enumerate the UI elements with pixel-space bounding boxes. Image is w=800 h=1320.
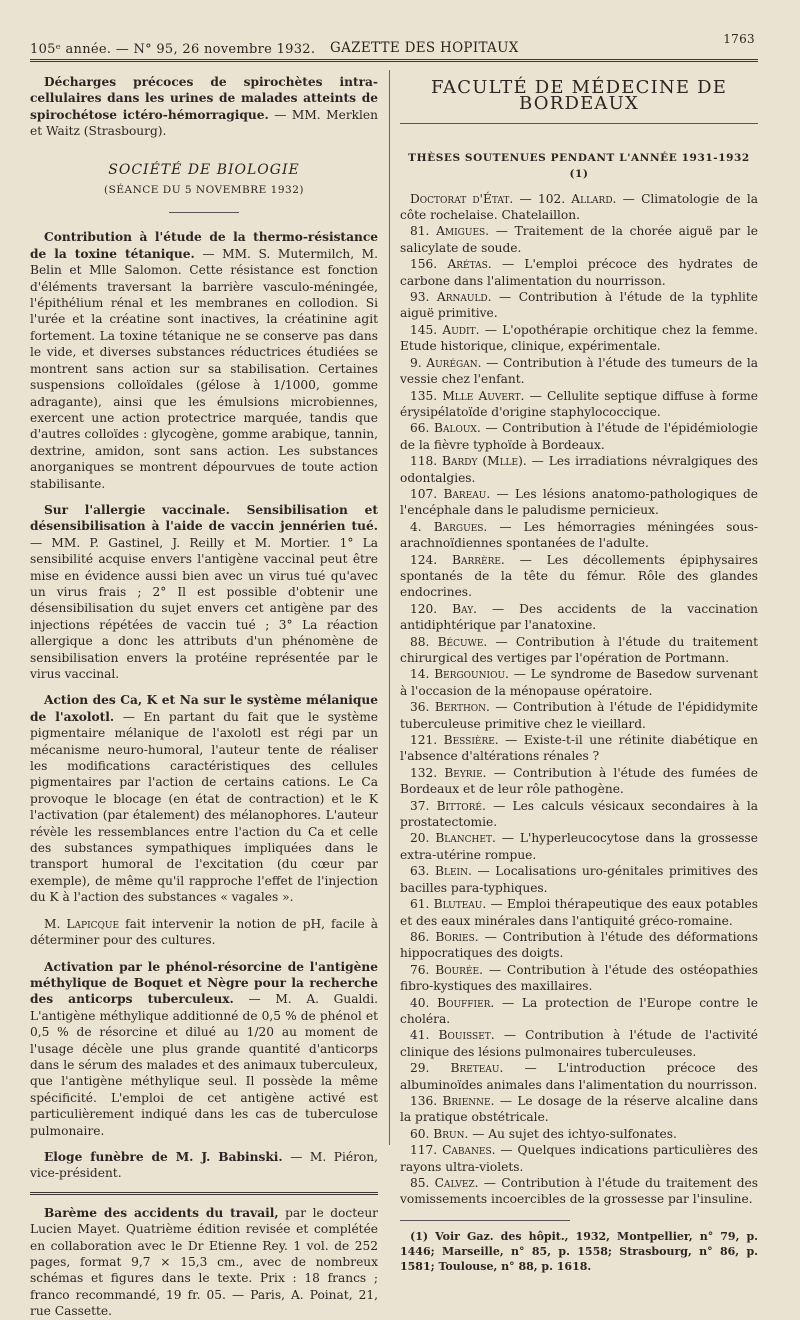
left-column bbox=[30, 74, 378, 1320]
thesis-entry bbox=[400, 223, 758, 256]
thesis-author: — 102. Allard. bbox=[519, 191, 617, 206]
thesis-number: 85. bbox=[410, 1176, 430, 1190]
thesis-number: 81. bbox=[410, 224, 430, 239]
thesis-title: — Contribution à l'étude des ostéopathies fibro-kystiques des maxillaires. bbox=[400, 962, 759, 994]
thesis-number: 37. bbox=[410, 798, 430, 813]
article-title: Sur l'allergie vaccinale. Sensibilisation et désensibilisation à l'aide de vaccin jennérien tué. bbox=[30, 502, 378, 534]
article-title: Contribution à l'étude de la thermo-résistance de la toxine tétanique. bbox=[30, 230, 378, 261]
thesis-entry bbox=[400, 896, 758, 929]
thesis-author: Blein. bbox=[435, 864, 472, 879]
thesis-entry bbox=[400, 732, 758, 765]
thesis-number: 40. bbox=[410, 995, 430, 1010]
thesis-entry bbox=[400, 191, 758, 224]
article-body: fait intervenir la notion de pH, facile à déterminer pour des cultures. bbox=[30, 916, 378, 948]
article-5 bbox=[30, 959, 378, 1139]
column-divider bbox=[389, 70, 390, 1145]
thesis-entry bbox=[400, 388, 758, 421]
thesis-number: 14. bbox=[410, 667, 430, 682]
thesis-number: 135. bbox=[410, 388, 438, 403]
article-1 bbox=[30, 229, 378, 492]
thesis-number: 118. bbox=[410, 454, 438, 469]
thesis-number: 93. bbox=[410, 290, 430, 305]
thesis-author: Beyrie. bbox=[444, 765, 487, 780]
thesis-number: 107. bbox=[410, 486, 438, 501]
thesis-entry bbox=[400, 863, 758, 896]
thesis-number: Doctorat d'État. bbox=[410, 191, 514, 206]
thesis-number: 4. bbox=[410, 519, 422, 534]
thesis-entry bbox=[400, 453, 758, 486]
thesis-number: 86. bbox=[410, 929, 430, 944]
thesis-author: Bécuwe. bbox=[437, 634, 488, 649]
thesis-title: — Climatologie de la côte rochelaise. Chatelaillon. bbox=[400, 191, 759, 223]
thesis-number: 156. bbox=[410, 257, 438, 272]
intro-article bbox=[30, 74, 378, 140]
thesis-author: Calvez. bbox=[434, 1176, 479, 1190]
article-authors: — MM. S. Mutermilch, M. Belin et Mlle Salomon. bbox=[30, 246, 379, 278]
thesis-title: — Des accidents de la vaccination antidiphtérique par l'anatoxine. bbox=[400, 601, 759, 633]
article-authors: M. Lapicque bbox=[44, 916, 120, 931]
thesis-title: — Contribution à l'étude de l'activité clinique des lésions pulmonaires tuberculeuses. bbox=[400, 1028, 759, 1059]
thesis-number: 120. bbox=[410, 601, 438, 616]
thesis-title: — Contribution à l'étude de l'épididymite tuberculeuse primitive chez le vieillard. bbox=[400, 700, 758, 731]
thesis-author: Audit. bbox=[442, 322, 480, 337]
thesis-number: 124. bbox=[410, 552, 438, 567]
thesis-author: Bourée. bbox=[435, 962, 483, 977]
article-title: Activation par le phénol-résorcine de l'antigène méthylique de Boquet et Nègre pour la recherche des anticorps tuberculeux. bbox=[30, 959, 378, 1007]
thesis-title: — La protection de l'Europe contre le choléra. bbox=[400, 995, 758, 1026]
thesis-number: 121. bbox=[410, 733, 438, 748]
thesis-author: Baloux. bbox=[434, 421, 481, 436]
thesis-title: — Les irradiations névralgiques des odontalgies. bbox=[400, 454, 758, 485]
thesis-number: 9. bbox=[410, 355, 422, 370]
thesis-title: — Les décollements épiphysaires spontanés de la tête du fémur. Rôle des glandes endocrines. bbox=[400, 552, 759, 600]
thesis-title: — Le syndrome de Basedow survenant à l'occasion de la ménopause opératoire. bbox=[400, 667, 759, 698]
thesis-number: 145. bbox=[410, 322, 438, 337]
thesis-title: — L'hyperleucocytose dans la grossesse extra-utérine rompue. bbox=[400, 831, 758, 862]
thesis-entry bbox=[400, 289, 758, 322]
thesis-number: 117. bbox=[410, 1143, 438, 1158]
intro-title: Décharges précoces de spirochètes intra-cellulaires dans les urines de malades atteints de spirochétose ictéro-hémorragique. bbox=[30, 75, 378, 122]
thesis-author: Barrère. bbox=[451, 552, 505, 567]
thesis-number: 36. bbox=[410, 700, 430, 715]
thesis-number: 61. bbox=[410, 897, 430, 912]
thesis-entry bbox=[400, 666, 758, 699]
journal-title: GAZETTE DES HOPITAUX bbox=[330, 40, 519, 56]
thesis-author: Bouffier. bbox=[437, 995, 495, 1010]
thesis-entry bbox=[400, 1126, 758, 1142]
society-title: SOCIÉTÉ DE BIOLOGIE bbox=[108, 161, 300, 178]
thesis-title: — Contribution à l'étude des fumées de Bordeaux et de leur rôle pathogène. bbox=[400, 765, 759, 797]
thesis-title: — Emploi thérapeutique des eaux potables et des eaux minérales dans l'antiquité gréco-romaine. bbox=[400, 897, 758, 928]
thesis-author: Bareau. bbox=[443, 486, 491, 501]
theses-list bbox=[400, 191, 758, 1208]
thesis-entry bbox=[400, 929, 758, 962]
article-3 bbox=[30, 692, 378, 905]
thesis-title: — Contribution à l'étude de la typhlite aiguë primitive. bbox=[400, 290, 759, 321]
thesis-title: — Quelques indications particulières des rayons ultra-violets. bbox=[400, 1143, 759, 1174]
thesis-number: 88. bbox=[410, 634, 430, 649]
thesis-author: Amigues. bbox=[436, 224, 490, 239]
thesis-number: 20. bbox=[410, 831, 430, 846]
thesis-title: — Le dosage de la réserve alcaline dans la pratique obstétricale. bbox=[400, 1093, 759, 1125]
thesis-title: — Existe-t-il une rétinite diabétique en l'absence d'altérations rénales ? bbox=[400, 733, 759, 764]
book-body: par le docteur Lucien Mayet. Quatrième édition revisée et complétée en collaboration avec le Dr Etienne Rey. 1 vol. de 252 pages, format 9,7 × 15,3 cm., avec de nombreux schémas et figures dans le texte. Prix : 18 francs ; franco recommandé, 19 fr. 05. — Paris, A. Poinat, 21, rue Cassette. bbox=[30, 1205, 378, 1319]
thesis-title: — Au sujet des ichtyo-sulfonates. bbox=[472, 1126, 677, 1141]
thesis-author: Brun. bbox=[433, 1126, 469, 1141]
thesis-title: — Les hémorragies méningées sous-arachnoïdiennes spontanées de l'adulte. bbox=[400, 519, 758, 551]
article-6 bbox=[30, 1149, 378, 1182]
book-rule bbox=[30, 1192, 378, 1195]
thesis-author: Bittoré. bbox=[436, 798, 486, 813]
thesis-entry bbox=[400, 830, 758, 863]
thesis-entry bbox=[400, 486, 758, 519]
article-title: Action des Ca, K et Na sur le système mélanique de l'axolotl. bbox=[30, 693, 378, 724]
thesis-author: Arnauld. bbox=[436, 290, 492, 305]
thesis-author: Arétas. bbox=[447, 257, 492, 272]
thesis-number: 76. bbox=[410, 962, 430, 977]
article-body: 1° La sensibilité acquise envers l'antigène vaccinal peut être mise en évidence aussi bien avec un virus tué qu'avec un virus frais ; 2° Il est possible d'obtenir une désensibilisation du sujet envers cet antigène par des injections répétées de vaccin tué ; 3° La réaction allergique a donc les attributs d'un phénomène de sensibilisation envers la protéine représentée par le virus vaccinal. bbox=[30, 535, 378, 681]
thesis-entry bbox=[400, 995, 758, 1028]
thesis-title: — Contribution à l'étude de l'épidémiologie de la fièvre typhoïde à Bordeaux. bbox=[400, 421, 758, 452]
thesis-author: Bories. bbox=[435, 929, 479, 944]
thesis-number: 41. bbox=[410, 1028, 430, 1043]
thesis-entry bbox=[400, 765, 758, 798]
thesis-entry bbox=[400, 1093, 758, 1126]
footnote-rule bbox=[400, 1220, 570, 1221]
section-rule bbox=[169, 212, 239, 213]
article-body: L'antigène méthylique additionné de 0,5 % de phénol et 0,5 % de résorcine et dilué au 1/20 au moment de l'usage décèle une plus grande quantité d'anticorps dans le sérum des malades et des animaux tuberculeux, que l'antigène méthylique seul. Il possède la même spécificité. L'emploi de cet antigène activé est particulièrement indiqué dans les cas de tuberculose pulmonaire. bbox=[30, 1008, 378, 1138]
thesis-title: — L'opothérapie orchitique chez la femme. Etude historique, clinique, expérimentale. bbox=[400, 322, 759, 354]
thesis-number: 60. bbox=[410, 1126, 430, 1141]
thesis-author: Blanchet. bbox=[435, 831, 496, 846]
thesis-title: — L'emploi précoce des hydrates de carbone dans l'alimentation du nourrisson. bbox=[400, 257, 759, 288]
thesis-title: — Les lésions anatomo-pathologiques de l'encéphale dans le paludisme pernicieux. bbox=[400, 486, 759, 518]
thesis-author: Bouisset. bbox=[438, 1028, 495, 1043]
thesis-author: Aurégan. bbox=[426, 355, 482, 370]
article-authors: — M. A. Gualdi. bbox=[248, 992, 378, 1007]
article-authors: — M. Piéron, vice-président. bbox=[30, 1149, 378, 1181]
thesis-number: 29. bbox=[410, 1061, 430, 1076]
thesis-entry bbox=[400, 1027, 758, 1060]
thesis-title: — Localisations uro-génitales primitives des bacilles para-typhiques. bbox=[400, 864, 759, 895]
article-2 bbox=[30, 502, 378, 682]
thesis-title: — Contribution à l'étude des tumeurs de la vessie chez l'enfant. bbox=[400, 355, 759, 387]
thesis-author: Berthon. bbox=[434, 700, 490, 715]
issue-line: 105ᵉ année. — N° 95, 26 novembre 1932. bbox=[30, 42, 316, 57]
header-rule bbox=[30, 59, 758, 62]
theses-heading: THÈSES SOUTENUES PENDANT L'ANNÉE 1931-1932 (1) bbox=[408, 151, 750, 181]
thesis-title: — L'introduction précoce des albuminoïdes animales dans l'alimentation du nourrisson. bbox=[400, 1061, 758, 1092]
thesis-entry bbox=[400, 601, 758, 634]
thesis-author: Bargues. bbox=[433, 519, 488, 534]
thesis-entry bbox=[400, 798, 758, 831]
right-column bbox=[400, 74, 758, 1274]
thesis-entry bbox=[400, 699, 758, 732]
thesis-author: Bay. bbox=[452, 601, 478, 616]
article-4 bbox=[30, 916, 378, 949]
thesis-number: 66. bbox=[410, 421, 430, 436]
book-notice bbox=[30, 1205, 378, 1320]
thesis-number: 136. bbox=[410, 1093, 438, 1108]
thesis-title: — Les calculs vésicaux secondaires à la prostatectomie. bbox=[400, 798, 759, 830]
thesis-entry bbox=[400, 1142, 758, 1175]
article-title: Eloge funèbre de M. J. Babinski. bbox=[44, 1149, 283, 1164]
faculty-title: FACULTÉ DE MÉDECINE DE BORDEAUX bbox=[400, 80, 758, 124]
thesis-entry bbox=[400, 519, 758, 552]
thesis-entry bbox=[400, 1060, 758, 1093]
thesis-author: Bessière. bbox=[443, 733, 499, 748]
thesis-title: — Contribution à l'étude du traitement des vomissements incoercibles de la grossesse par l'insuline. bbox=[400, 1176, 759, 1207]
thesis-author: Bluteau. bbox=[433, 897, 487, 912]
article-body: Cette résistance est fonction d'éléments traversant la barrière vasculo-méningée, l'épithélium rénal et les membranes en collodion. Si l'urée et la créatine sont inactives, la créatinine agit fortement. La toxine tétanique ne se conserve pas dans le vide, et diverses substances réductrices étudiées se montrent sans action sur sa stabilisation. Certaines suspensions colloïdales (gélose à 1/1000, gomme adragante), ainsi que les émulsions microbiennes, exercent une action protectrice marquée, tandis que d'autres colloïdes : glycogène, gomme arabique, tannin, dextrine, amidon, sont sans action. Les substances anorganiques se montrent dépourvues de toute action stabilisante. bbox=[30, 263, 378, 491]
thesis-entry bbox=[400, 256, 758, 289]
thesis-author: Bardy (Mlle). bbox=[442, 454, 527, 469]
thesis-author: Breteau. bbox=[450, 1061, 504, 1076]
thesis-number: 63. bbox=[410, 864, 430, 879]
thesis-entry bbox=[400, 552, 758, 601]
thesis-author: Mlle Auvert. bbox=[442, 388, 525, 403]
thesis-entry bbox=[400, 322, 758, 355]
page-number: 1763 bbox=[723, 32, 755, 46]
thesis-title: — Cellulite septique diffuse à forme érysipélatoïde d'origine staphylococcique. bbox=[400, 388, 759, 419]
thesis-title: — Contribution à l'étude du traitement chirurgical des vertiges par l'opération de Portmann. bbox=[400, 634, 758, 665]
thesis-entry bbox=[400, 962, 758, 995]
thesis-entry bbox=[400, 634, 758, 667]
thesis-title: — Traitement de la chorée aiguë par le salicylate de soude. bbox=[400, 224, 759, 255]
thesis-title: — Contribution à l'étude des déformations hippocratiques des doigts. bbox=[400, 929, 758, 961]
book-title: Barème des accidents du travail, bbox=[44, 1205, 279, 1220]
intro-authors: — MM. Merklen et Waitz (Strasbourg). bbox=[30, 107, 378, 139]
article-authors: — MM. P. Gastinel, J. Reilly et M. Mortier. bbox=[30, 535, 331, 550]
thesis-author: Cabanes. bbox=[442, 1143, 496, 1158]
thesis-number: 132. bbox=[410, 765, 438, 780]
thesis-author: Brienne. bbox=[442, 1093, 495, 1108]
thesis-entry bbox=[400, 355, 758, 388]
footnote: (1) Voir Gaz. des hôpit., 1932, Montpellier, n° 79, p. 1446; Marseille, n° 85, p. 1558; Strasbourg, n° 86, p. 1581; Toulouse, n° 88, p. 1618. bbox=[400, 1229, 758, 1273]
article-body: — En partant du fait que le système pigmentaire mélanique de l'axolotl est régi par un mécanisme neuro-humoral, l'auteur tente de réaliser les modifications caractéristiques des cellules pigmentaires par l'action de certains cations. Le Ca provoque le blocage (en état de contraction) et le K l'activation (par étalement) des mélanophores. L'auteur révèle les ressemblances entre l'action du Ca et celle des substances sympathiques impliquées dans le transport humoral de l'excitation (du cœur par exemple), de même qu'il rapproche l'effet de l'injection du K à l'action des substances « vagales ». bbox=[30, 709, 379, 905]
thesis-author: Bergouniou. bbox=[434, 667, 509, 682]
society-subtitle: (SÉANCE DU 5 NOVEMBRE 1932) bbox=[104, 184, 304, 197]
thesis-entry bbox=[400, 420, 758, 453]
